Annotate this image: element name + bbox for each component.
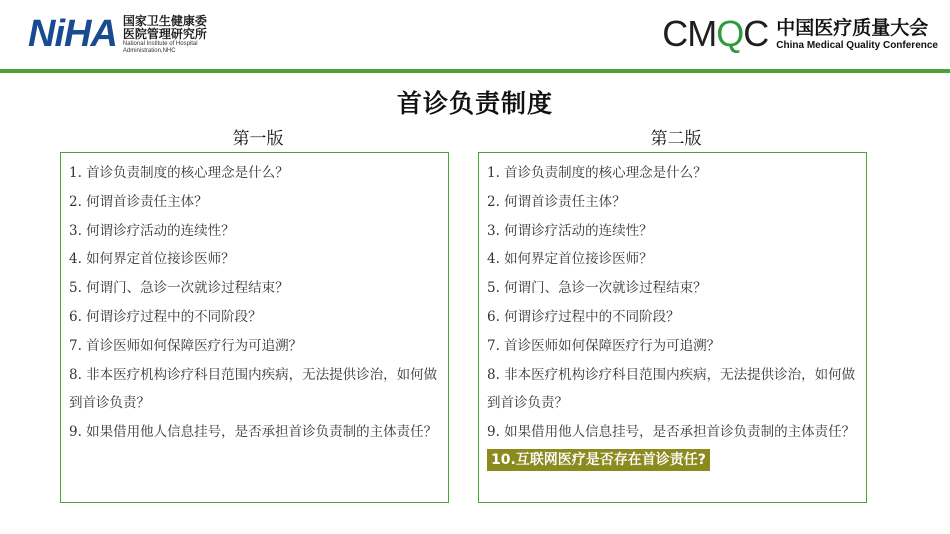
highlighted-new-question: 10.互联网医疗是否存在首诊责任? bbox=[487, 449, 710, 471]
niha-cn-line2: 医院管理研究所 bbox=[122, 27, 207, 41]
cmqc-cn-name: 中国医疗质量大会 bbox=[776, 16, 929, 39]
question-item: 3. 何谓诊疗活动的连续性？ bbox=[69, 222, 235, 239]
question-box-second bbox=[478, 152, 867, 503]
version-label-second: 第二版 bbox=[650, 129, 702, 149]
question-item: 9. 如果借用他人信息挂号，是否承担首诊负责制的主体责任？ bbox=[69, 424, 438, 441]
question-item: 2. 何谓首诊责任主体？ bbox=[69, 193, 208, 210]
slide-title: 首诊负责制度 bbox=[396, 89, 553, 118]
question-item: 6. 何谓诊疗过程中的不同阶段？ bbox=[487, 308, 680, 325]
niha-logo bbox=[28, 14, 207, 55]
question-item: 1. 首诊负责制度的核心理念是什么？ bbox=[487, 165, 707, 181]
cmqc-mark-part2: Q bbox=[716, 13, 744, 54]
question-item: 5. 何谓门、急诊一次就诊过程结束？ bbox=[487, 280, 707, 297]
cmqc-mark-part3: C bbox=[743, 13, 769, 54]
niha-en-line2: Administration,NHC bbox=[122, 48, 176, 54]
cmqc-mark-part1: CM bbox=[662, 13, 717, 54]
question-item: 5. 何谓门、急诊一次就诊过程结束？ bbox=[69, 280, 289, 297]
cmqc-logo-text bbox=[776, 17, 938, 52]
question-item: 7. 首诊医师如何保障医疗行为可追溯？ bbox=[487, 337, 721, 354]
question-item: 8. 非本医疗机构诊疗科目范围内疾病，无法提供诊治，如何做到首诊负责？ bbox=[69, 366, 438, 412]
version-label-first: 第一版 bbox=[232, 129, 284, 149]
niha-cn-line1: 国家卫生健康委 bbox=[122, 14, 207, 28]
niha-logo-text bbox=[123, 15, 207, 55]
question-box-first bbox=[60, 152, 449, 503]
niha-logo-mark: NiHA bbox=[28, 13, 117, 55]
question-item: 1. 首诊负责制度的核心理念是什么？ bbox=[69, 165, 289, 181]
question-item: 7. 首诊医师如何保障医疗行为可追溯？ bbox=[69, 337, 303, 354]
question-item: 3. 何谓诊疗活动的连续性？ bbox=[487, 222, 653, 239]
header-divider bbox=[0, 69, 950, 73]
question-item: 4. 如何界定首位接诊医师？ bbox=[487, 251, 653, 268]
question-item: 6. 何谓诊疗过程中的不同阶段？ bbox=[69, 308, 262, 325]
cmqc-logo-mark bbox=[662, 14, 768, 54]
question-item: 9. 如果借用他人信息挂号，是否承担首诊负责制的主体责任？ bbox=[487, 424, 856, 441]
question-item: 4. 如何界定首位接诊医师？ bbox=[69, 251, 235, 268]
slide-header bbox=[0, 0, 950, 72]
question-item: 2. 何谓首诊责任主体？ bbox=[487, 193, 626, 210]
niha-en-line1: National Institute of Hospital bbox=[122, 41, 198, 47]
question-item: 8. 非本医疗机构诊疗科目范围内疾病，无法提供诊治，如何做到首诊负责？ bbox=[487, 366, 856, 412]
cmqc-logo bbox=[662, 14, 938, 54]
cmqc-en-name: China Medical Quality Conference bbox=[776, 39, 938, 51]
